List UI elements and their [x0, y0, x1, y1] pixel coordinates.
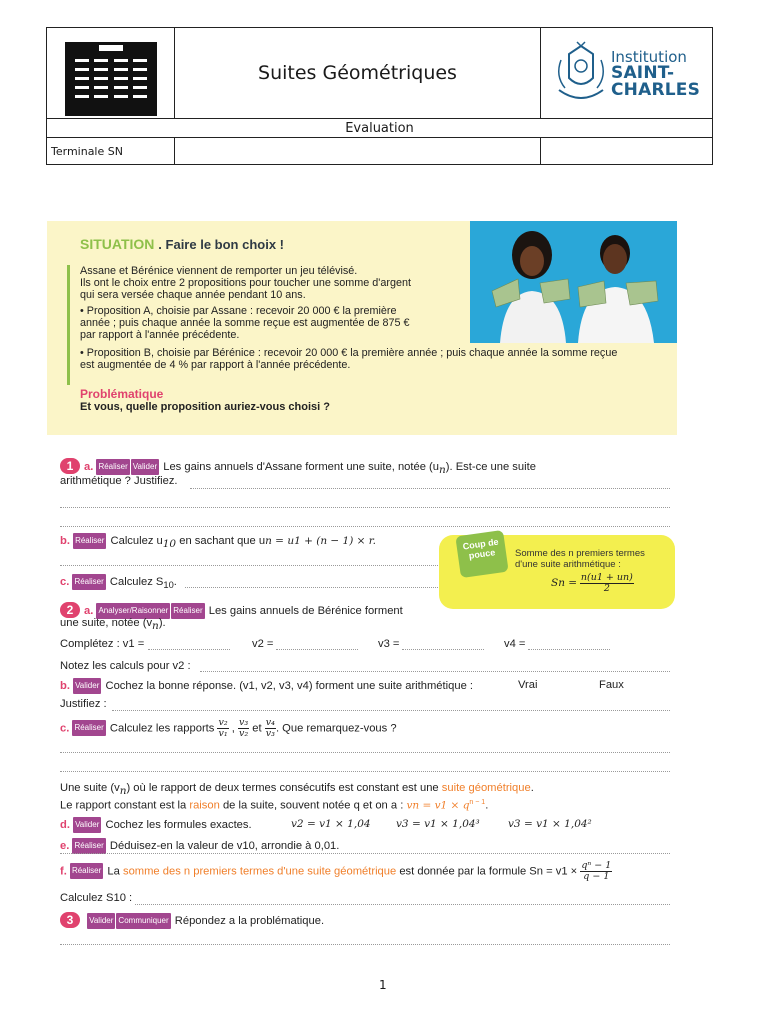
coup-de-pouce-text [515, 548, 645, 570]
definition-text: . [530, 782, 534, 794]
question-label: e. [60, 840, 70, 852]
tag-communiquer: Communiquer [116, 913, 170, 929]
tag-valider: Valider [131, 459, 159, 475]
situation-accent-bar [67, 265, 70, 385]
tag-realiser: Réaliser [171, 603, 204, 619]
question-text: . Que remarquez-vous ? [275, 722, 397, 735]
ratio-v3-v2: $\frac{\text{v₃}}{\text{v₂}}$ [239, 717, 249, 739]
tag-realiser: Réaliser [96, 459, 129, 475]
question-label: a. [84, 605, 94, 617]
definition-text: Une suite (v [60, 782, 120, 794]
answer-line[interactable] [60, 944, 670, 945]
subscript: 10 [162, 538, 177, 551]
class-label: Terminale SN [47, 138, 175, 165]
definition-text: . [485, 799, 489, 812]
geometric-sum-fraction [580, 861, 612, 882]
answer-line[interactable] [60, 565, 440, 566]
institution-logo-cell [541, 28, 713, 119]
ex2-notez: Notez les calculs pour v2 : [60, 660, 191, 672]
situation-line: Assane et Bérénice viennent de remporter un jeu télévisé. [80, 265, 358, 277]
formula-fraction [580, 573, 634, 594]
answer-line[interactable] [60, 507, 670, 508]
question-text: Répondez a la problématique. [174, 915, 325, 927]
ex2-complete-v1: Complétez : v1 = [60, 638, 145, 650]
exponent: n − 1 [469, 799, 486, 806]
tag-valider: Valider [87, 913, 115, 929]
answer-line[interactable] [185, 587, 440, 588]
question-text: ). [158, 617, 166, 629]
tag-realiser: Réaliser [70, 863, 103, 879]
answer-line[interactable] [60, 771, 670, 772]
numerator: qⁿ − 1 [581, 860, 612, 871]
subscript: 10 [163, 580, 174, 591]
question-text: et [252, 722, 262, 735]
answer-field-v1[interactable] [148, 649, 230, 650]
situation-line: Ils ont le choix entre 2 propositions pour toucher une somme d'argent [80, 277, 411, 289]
question-text: Déduisez-en la valeur de v10, arrondie à 0,01. [109, 840, 340, 852]
definition-text: ) où le rapport de deux termes consécutifs est constant est une [126, 782, 442, 794]
question-label: d. [60, 819, 70, 831]
answer-line[interactable] [135, 904, 670, 905]
denominator: 2 [603, 583, 610, 594]
vrai-option[interactable]: Vrai [518, 679, 538, 691]
formula-option-3[interactable]: v3 = v1 × 1,04² [508, 818, 592, 830]
numerator: n(u1 + un) [580, 572, 633, 583]
answer-line[interactable] [190, 488, 670, 489]
definition-keyword: suite géométrique [441, 782, 531, 794]
winners-photo [470, 221, 677, 343]
situation-line: qui sera versée chaque année pendant 10 ans. [80, 289, 306, 301]
exercise-number-badge: 1 [60, 458, 80, 474]
coup-de-pouce-formula [551, 573, 634, 594]
ex2-question-a-cont: une suite, notée $(v_n)$. [60, 617, 166, 633]
tag-valider: Valider [73, 678, 101, 694]
tag-realiser: Réaliser [73, 533, 106, 549]
hint-line: Somme des n premiers termes [515, 548, 645, 559]
answer-line[interactable] [60, 526, 670, 527]
question-text: Cochez la bonne réponse. (v1, v2, v3, v4) forment une suite arithmétique : [105, 680, 474, 692]
header-table [46, 27, 713, 165]
situation-box [47, 221, 677, 435]
answer-line[interactable] [60, 853, 670, 854]
question-text: Cochez les formules exactes. [105, 819, 252, 831]
institution-line1: Institution [611, 48, 687, 66]
ex1-question-b [60, 533, 376, 551]
tag-realiser: Réaliser [72, 720, 105, 736]
question-text: Les gains annuels de Bérénice forment [208, 605, 403, 617]
situation-line: est augmentée de 4 % par rapport à l'année précédente. [80, 359, 351, 371]
ex1-question-c [60, 574, 177, 592]
ex3-question [60, 912, 324, 929]
formula: n = u1 + (n − 1) × r. [265, 535, 377, 547]
definition-keyword: raison [189, 799, 220, 812]
answer-field-v2[interactable] [276, 649, 358, 650]
answer-line[interactable] [60, 752, 670, 753]
problematique-question: Et vous, quelle proposition auriez-vous choisi ? [80, 401, 330, 413]
exercise-number-badge: 3 [60, 912, 80, 928]
ex1-question-a-cont: arithmétique ? Justifiez. [60, 475, 178, 487]
answer-field-v3[interactable] [402, 649, 484, 650]
answer-line[interactable] [112, 710, 670, 711]
ratio-v2-v1: $\frac{\text{v₂}}{\text{v₁}}$ [218, 717, 228, 739]
definition-formula: vn = v1 × q [406, 799, 470, 812]
question-text: La [107, 865, 123, 878]
building-icon [65, 42, 157, 116]
name-field[interactable] [175, 138, 541, 165]
answer-line[interactable] [200, 671, 670, 672]
definition-keyword: somme des n premiers termes d'une suite géométrique [122, 865, 397, 878]
situation-line: • Proposition A, choisie par Assane : recevoir 20 000 € la première [80, 305, 397, 317]
definition-text: Le rapport constant est la [60, 799, 190, 812]
question-label: c. [60, 576, 70, 588]
grade-field[interactable] [541, 138, 713, 165]
question-text: Calculez les rapports [109, 722, 215, 735]
question-label: f. [60, 865, 67, 878]
evaluation-label: Evaluation [47, 119, 713, 138]
subscript: n [439, 464, 446, 477]
question-text: ). Est-ce une suite [445, 461, 536, 473]
problematique-title: Problématique [80, 387, 164, 401]
ex2-justifiez: Justifiez : [60, 698, 107, 710]
formula-option-1[interactable]: v2 = v1 × 1,04 [291, 818, 371, 830]
tag-valider: Valider [73, 817, 101, 833]
page-title: Suites Géométriques [175, 28, 541, 119]
situation-line: année ; puis chaque année la somme reçue est augmentée de 875 € [80, 317, 410, 329]
page-number: 1 [379, 978, 387, 992]
exercise-number-badge: 2 [60, 602, 80, 618]
question-label: c. [60, 722, 70, 735]
ex2-question-f [60, 861, 612, 882]
institution-name [611, 50, 712, 99]
situation-line: • Proposition B, choisie par Bérénice : recevoir 20 000 € la première année ; puis chaque année la somme reçue [80, 347, 618, 359]
tag-realiser: Réaliser [72, 838, 105, 854]
question-text: . [173, 576, 177, 588]
situation-line: par rapport à l'année précédente. [80, 329, 240, 341]
ex2-complete-v4: v4 = [504, 638, 526, 650]
ex2-question-b [60, 678, 473, 694]
tag-analyser: Analyser/Raisonner [96, 603, 170, 619]
definition-line-2 [60, 796, 488, 813]
ex2-question-c: c. Réaliser Calculez les rapports $\frac{\text{v₂}}{\text{v₁}}$ , $\frac{\text{v₃}}{\text{v₂}}$ et $\frac{\text{v₄}}{\text{v₃}}$ . Que remarquez-vous ? [60, 717, 397, 739]
situation-label: SITUATION [80, 236, 155, 252]
ratio-v4-v3: $\frac{\text{v₄}}{\text{v₃}}$ [265, 717, 275, 739]
ex2-complete-v3: v3 = [378, 638, 400, 650]
hint-line: d'une suite arithmétique : [515, 559, 621, 570]
formula-option-2[interactable]: v3 = v1 × 1,04³ [396, 818, 480, 830]
question-label: a. [84, 461, 94, 473]
denominator: q − 1 [583, 871, 610, 882]
building-logo-cell [47, 28, 175, 119]
question-label: b. [60, 680, 70, 692]
coup-de-pouce-badge: Coup de pouce [455, 530, 508, 578]
definition-text: de la suite, souvent notée q et on a : [219, 799, 407, 812]
tag-realiser: Réaliser [72, 574, 105, 590]
faux-option[interactable]: Faux [599, 679, 624, 691]
question-text: Calculez u [110, 535, 163, 547]
ex2-question-d [60, 817, 252, 833]
institution-crest-icon [553, 40, 609, 106]
answer-field-v4[interactable] [528, 649, 610, 650]
institution-line2: SAINT-CHARLES [611, 63, 701, 100]
question-text: une suite, notée (v [60, 617, 153, 629]
situation-heading [80, 236, 284, 252]
question-text: Les gains annuels d'Assane forment une suite, notée (u [163, 461, 440, 473]
ex2-calculez-s10: Calculez S10 : [60, 892, 133, 904]
situation-subtitle: . Faire le bon choix ! [158, 237, 284, 252]
question-text: est donnée par la formule Sn = v1 × [396, 865, 578, 878]
ex2-question-e [60, 838, 339, 854]
formula-lhs: Sn = [551, 577, 578, 590]
question-text: en sachant que u [176, 535, 266, 547]
ex2-complete-v2: v2 = [252, 638, 274, 650]
question-text: Calculez S [109, 576, 164, 588]
definition-line-1: Une suite $(v_n)$ où le rapport de deux termes consécutifs est constant est une suite géométrique. [60, 782, 534, 798]
question-label: b. [60, 535, 70, 547]
